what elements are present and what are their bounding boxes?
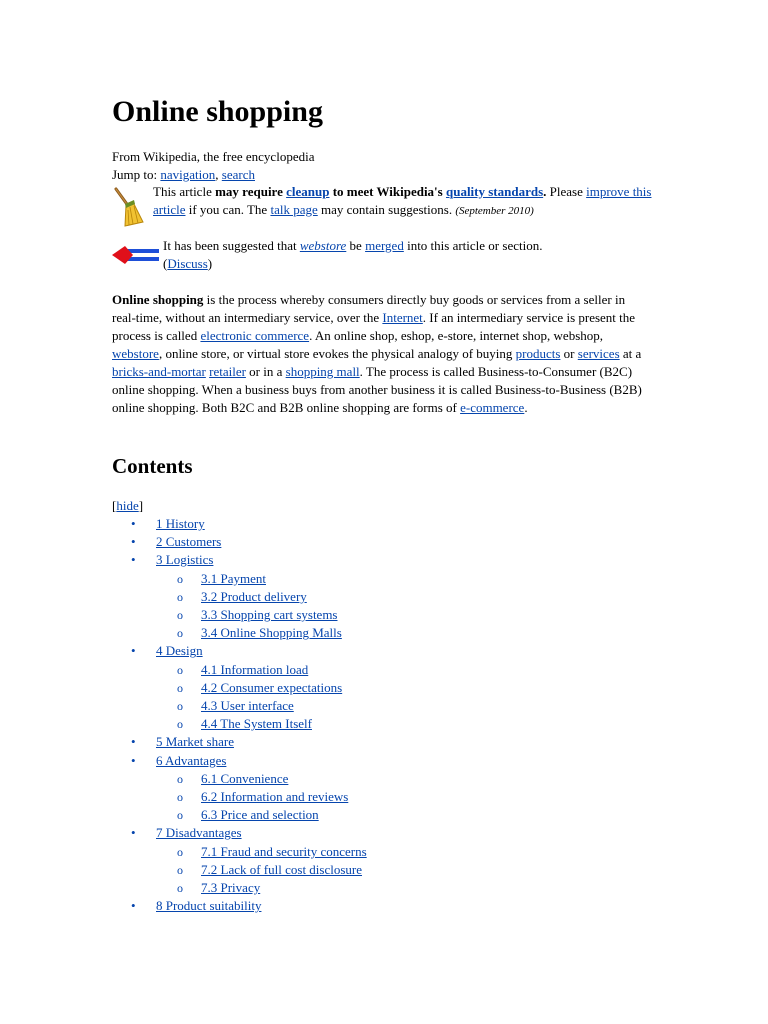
talk-page-link[interactable]: talk page — [270, 202, 318, 217]
toc-close-bracket: ] — [138, 498, 144, 513]
merge-webstore-link[interactable]: webstore — [299, 238, 347, 253]
discuss-link[interactable]: Discuss — [167, 256, 208, 271]
toc-subitem — [156, 679, 367, 697]
toc-open-bracket: [ — [112, 498, 117, 513]
jump-navigation-link[interactable]: navigation — [160, 167, 216, 182]
toc-subitem — [156, 588, 367, 606]
toc-link-advantages[interactable]: 6 Advantages — [156, 752, 227, 768]
services-link[interactable]: services — [577, 346, 620, 361]
intro-text-3: . An online shop, eshop, e-store, internet shop, webshop, — [309, 328, 603, 343]
toc-link-information-load[interactable]: 4.1 Information load — [201, 661, 309, 677]
cleanup-link[interactable]: cleanup — [286, 184, 330, 199]
toc-link-lack-of-cost-disclosure[interactable]: 7.2 Lack of full cost disclosure — [201, 861, 363, 877]
jump-separator: , — [215, 167, 222, 182]
e-commerce-link[interactable]: e-commerce — [460, 400, 525, 415]
toc-hide-toggle — [112, 497, 143, 515]
merge-text-5: ) — [207, 256, 213, 271]
jump-to-line — [112, 166, 255, 184]
toc-link-history[interactable]: 1 History — [156, 516, 205, 531]
toc-item — [112, 642, 367, 733]
jump-search-link[interactable]: search — [221, 167, 255, 182]
toc-item — [112, 551, 367, 642]
contents-heading: Contents — [112, 454, 193, 478]
intro-text-9: . The process is called Business-to-Consumer (B2C) online shopping. When a business buys from another business it is called Business-to-Business (B2B) online shopping. Both B2C and B2B online shopping are forms of — [112, 364, 642, 415]
toc-item — [112, 897, 367, 915]
intro-text-6: at a — [619, 346, 642, 361]
toc-list — [112, 515, 367, 915]
toc-subitem — [156, 788, 367, 806]
merged-link[interactable]: merged — [365, 238, 404, 253]
merge-text-3: into this article or section. — [403, 238, 543, 253]
bricks-and-mortar-link[interactable]: bricks-and-mortar — [112, 364, 206, 379]
toc-subitem — [156, 843, 367, 861]
quality-standards-link[interactable]: quality standards — [445, 184, 544, 199]
toc-link-price-and-selection[interactable]: 6.3 Price and selection — [201, 807, 319, 823]
merge-text-1: It has been suggested that — [163, 238, 300, 253]
cleanup-notice — [153, 183, 653, 220]
webstore-link[interactable]: webstore — [112, 346, 159, 361]
toc-subitem — [156, 606, 367, 624]
toc-link-design[interactable]: 4 Design — [156, 643, 203, 659]
toc-sublist — [156, 843, 367, 898]
toc-link-product-delivery[interactable]: 3.2 Product delivery — [201, 588, 307, 604]
toc-link-consumer-expectations[interactable]: 4.2 Consumer expectations — [201, 679, 343, 695]
toc-subitem — [156, 879, 367, 897]
internet-link[interactable]: Internet — [382, 310, 423, 325]
broom-icon — [112, 187, 144, 227]
toc-link-information-and-reviews[interactable]: 6.2 Information and reviews — [201, 789, 349, 805]
electronic-commerce-link[interactable]: electronic commerce — [200, 328, 310, 343]
toc-link-disadvantages[interactable]: 7 Disadvantages — [156, 825, 242, 841]
tagline: From Wikipedia, the free encyclopedia — [112, 149, 315, 164]
toc-subitem — [156, 661, 367, 679]
cleanup-text-1: This article — [153, 184, 216, 199]
toc-link-fraud-and-security[interactable]: 7.1 Fraud and security concerns — [201, 843, 367, 859]
toc-item — [112, 515, 367, 533]
toc-sublist — [156, 661, 367, 734]
toc-subitem — [156, 861, 367, 879]
cleanup-text-7: may contain suggestions. — [317, 202, 456, 217]
toc-item — [112, 752, 367, 825]
toc-link-user-interface[interactable]: 4.3 User interface — [201, 698, 294, 714]
toc-link-product-suitability[interactable]: 8 Product suitability — [156, 898, 262, 914]
retailer-link[interactable]: retailer — [209, 364, 246, 379]
improve-article-link[interactable]: improve this article — [153, 184, 652, 217]
intro-text-4: , online store, or virtual store evokes the physical analogy of buying — [158, 346, 516, 361]
toc-link-online-shopping-malls[interactable]: 3.4 Online Shopping Malls — [201, 625, 342, 641]
toc-link-market-share[interactable]: 5 Market share — [156, 734, 234, 750]
toc-subitem — [156, 770, 367, 788]
toc-link-shopping-cart-systems[interactable]: 3.3 Shopping cart systems — [201, 607, 338, 623]
toc-item — [112, 824, 367, 897]
toc-hide-link[interactable]: hide — [116, 498, 139, 513]
intro-paragraph — [112, 291, 652, 417]
shopping-mall-link[interactable]: shopping mall — [285, 364, 360, 379]
toc-item — [112, 733, 367, 751]
page-title: Online shopping — [112, 95, 323, 128]
intro-bold-term: Online shopping — [112, 292, 204, 307]
intro-text-5: or — [560, 346, 578, 361]
toc-subitem — [156, 806, 367, 824]
cleanup-text-6: if you can. The — [185, 202, 271, 217]
toc-subitem — [156, 624, 367, 642]
merge-text-4: ( — [163, 256, 168, 271]
cleanup-text-2: may require — [215, 184, 287, 199]
cleanup-text-4: . — [543, 184, 547, 199]
toc-subitem — [156, 697, 367, 715]
cleanup-text-3: to meet Wikipedia's — [329, 184, 446, 199]
intro-text-8: or in a — [245, 364, 286, 379]
cleanup-date: (September 2010) — [455, 205, 534, 217]
toc-sublist — [156, 770, 367, 825]
toc-link-customers[interactable]: 2 Customers — [156, 534, 222, 550]
cleanup-bold-text — [215, 184, 546, 199]
intro-text-1: is the process whereby consumers directly buy goods or services from a seller in real-time, without an intermediary service, over the — [112, 292, 626, 325]
intro-text-10: . — [524, 400, 528, 415]
merge-text-2: be — [346, 238, 366, 253]
toc-link-convenience[interactable]: 6.1 Convenience — [201, 770, 289, 786]
products-link[interactable]: products — [515, 346, 561, 361]
toc-subitem — [156, 570, 367, 588]
toc-link-privacy[interactable]: 7.3 Privacy — [201, 880, 261, 896]
toc-link-logistics[interactable]: 3 Logistics — [156, 552, 214, 568]
toc-link-system-itself[interactable]: 4.4 The System Itself — [201, 716, 312, 732]
toc-sublist — [156, 570, 367, 643]
jump-label: Jump to: — [112, 167, 161, 182]
toc-subitem — [156, 715, 367, 733]
merge-notice — [163, 237, 633, 273]
toc-item — [112, 533, 367, 551]
cleanup-text-5: Please — [546, 184, 587, 199]
merge-arrow-icon — [111, 244, 161, 266]
intro-text-2: . If an intermediary service is present the process is called — [112, 310, 636, 343]
toc-link-payment[interactable]: 3.1 Payment — [201, 570, 266, 586]
